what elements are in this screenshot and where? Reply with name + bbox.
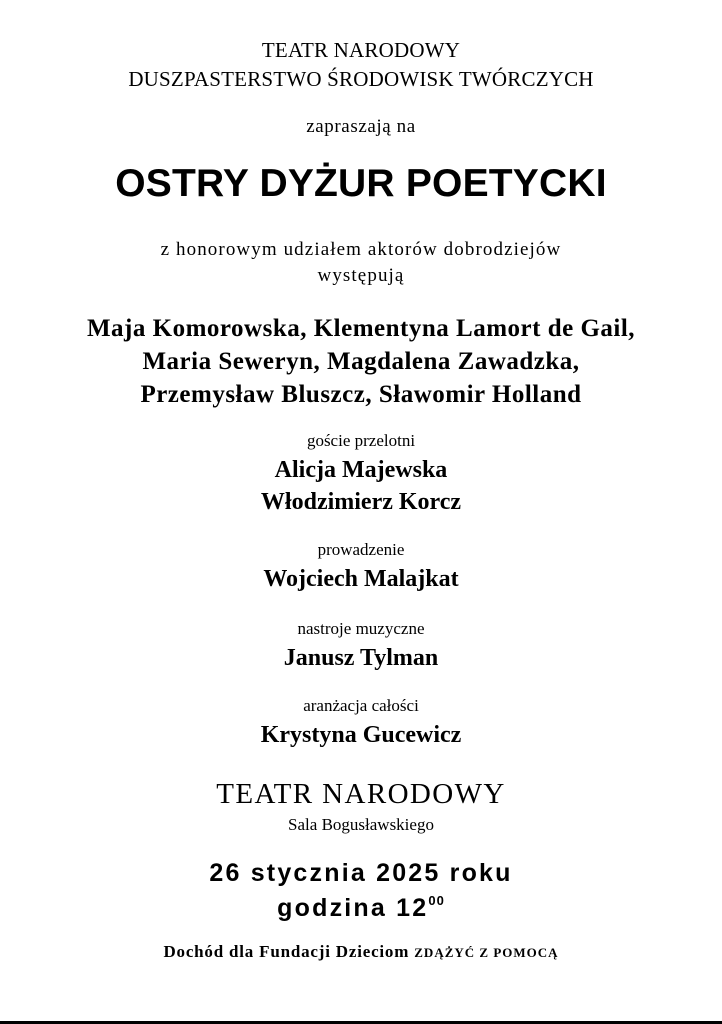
footer-donation bbox=[0, 943, 722, 960]
host-name: Wojciech Malajkat bbox=[263, 566, 459, 592]
invite-text: zapraszają na bbox=[306, 116, 416, 137]
subtitle-honorary: z honorowym udziałem aktorów dobrodziejów bbox=[160, 239, 562, 260]
event-time bbox=[0, 894, 722, 921]
organizer-ministry: DUSZPASTERSTWO ŚRODOWISK TWÓRCZYCH bbox=[128, 67, 594, 91]
performers-line: Przemysław Bluszcz, Sławomir Holland bbox=[140, 381, 582, 408]
event-date: 26 stycznia 2025 roku bbox=[209, 859, 513, 887]
guest-name: Włodzimierz Korcz bbox=[260, 489, 462, 515]
performers-line: Maja Komorowska, Klementyna Lamort de Gail, bbox=[86, 315, 636, 342]
subtitle-performing: występują bbox=[317, 265, 405, 286]
event-title: OSTRY DYŻUR POETYCKI bbox=[115, 162, 607, 205]
arrangement-label: aranżacja całości bbox=[303, 696, 419, 715]
venue-name: TEATR NARODOWY bbox=[216, 778, 506, 810]
arrangement-name: Krystyna Gucewicz bbox=[260, 722, 462, 748]
performers-line: Maria Seweryn, Magdalena Zawadzka, bbox=[142, 348, 580, 375]
music-name: Janusz Tylman bbox=[283, 645, 439, 671]
host-label: prowadzenie bbox=[317, 540, 405, 559]
music-label: nastroje muzyczne bbox=[297, 619, 425, 638]
guests-label: goście przelotni bbox=[306, 431, 416, 450]
footer-foundation-name: ZDĄŻYĆ Z POMOCĄ bbox=[414, 945, 559, 960]
footer-text: Dochód dla Fundacji Dzieciom bbox=[163, 942, 410, 961]
event-time-minutes: 00 bbox=[428, 893, 445, 908]
event-time-hour: godzina 12 bbox=[277, 894, 429, 922]
organizer-theatre: TEATR NARODOWY bbox=[261, 38, 461, 62]
venue-hall: Sala Bogusławskiego bbox=[288, 815, 434, 834]
guest-name: Alicja Majewska bbox=[274, 457, 448, 483]
